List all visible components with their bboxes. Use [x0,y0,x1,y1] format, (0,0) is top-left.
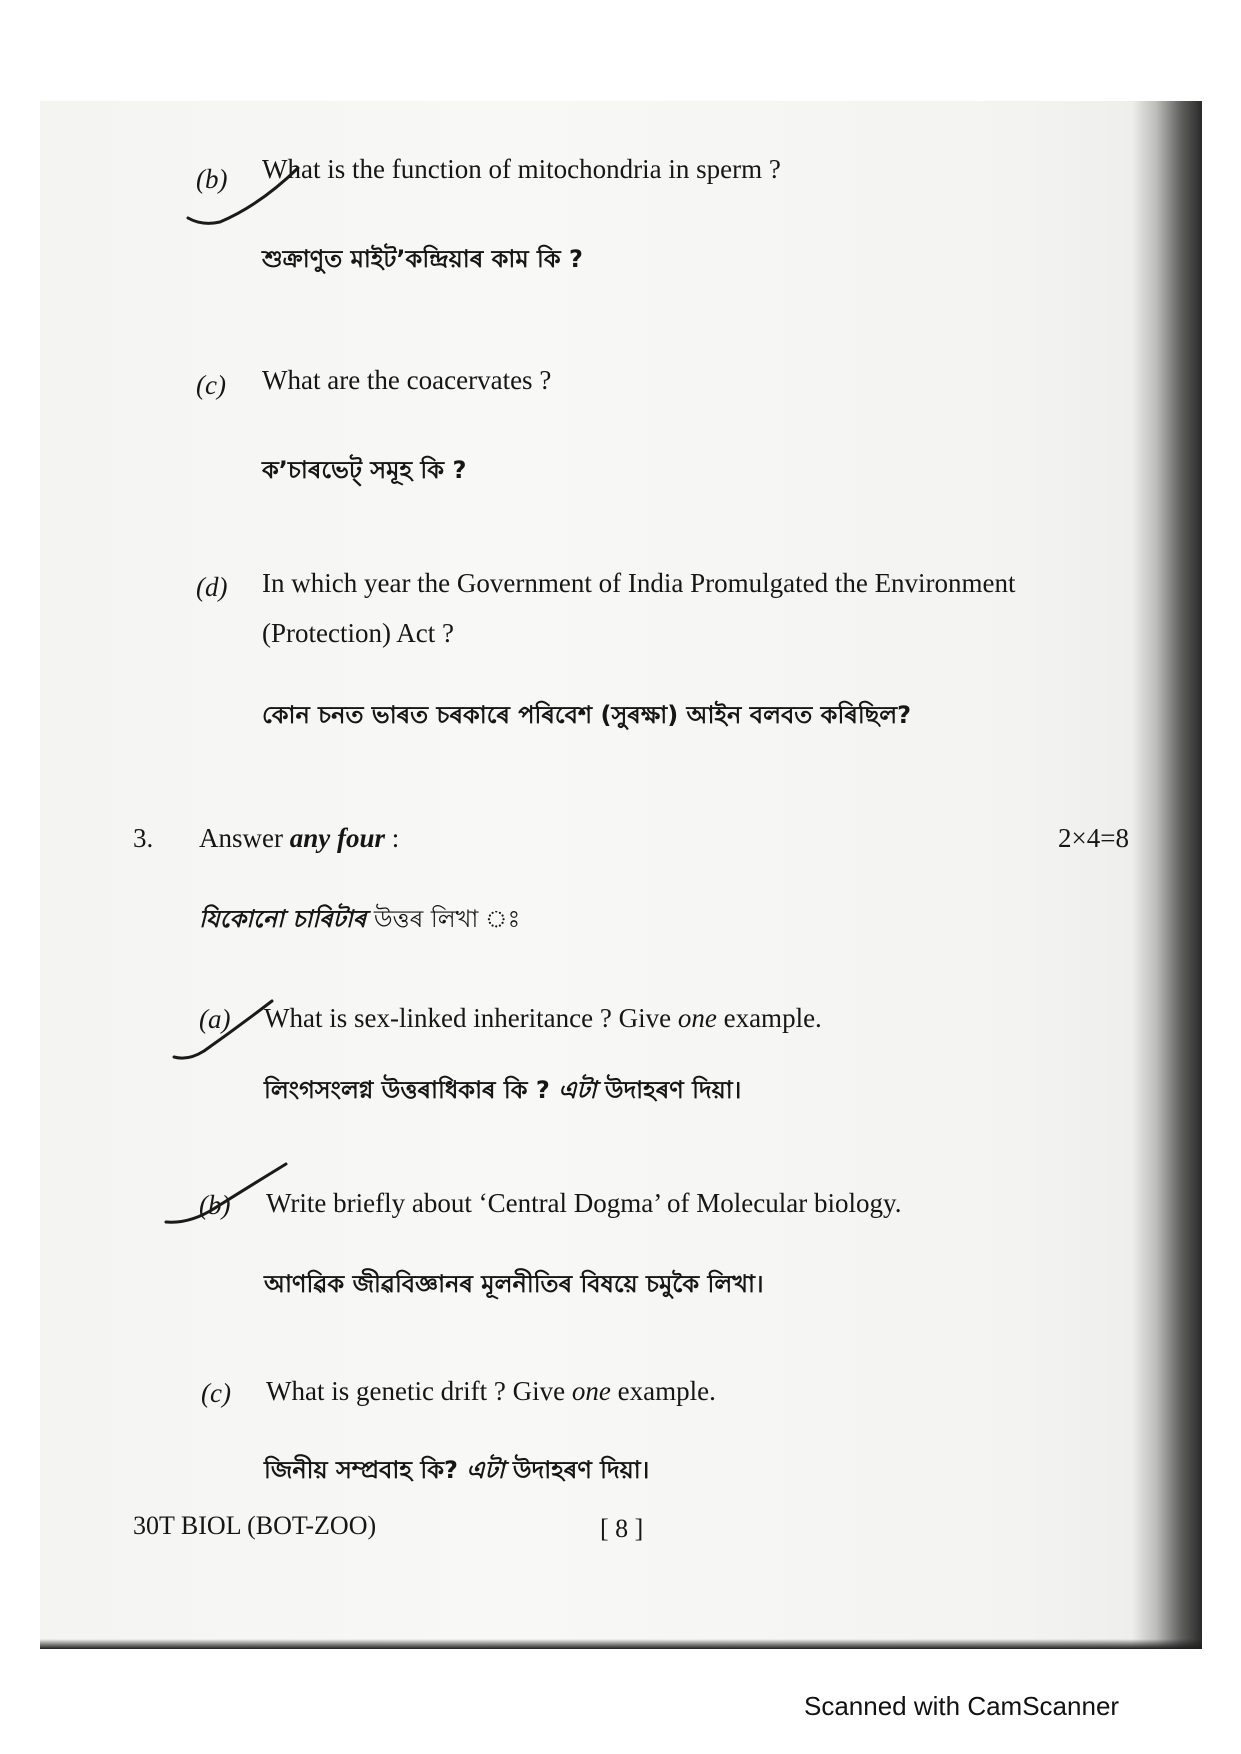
page-bottom-shadow [40,1639,1202,1649]
page-number: [ 8 ] [600,1514,644,1543]
page-edge-shadow [1132,101,1202,1649]
paper-code: 30T BIOL (BOT-ZOO) [133,1511,377,1540]
q3-part-b-question: Write briefly about ‘Central Dogma’ of Molecular biology. [266,1188,902,1218]
q3-part-a-question: What is sex-linked inheritance ? Give one example. [264,1003,822,1033]
question-3-prompt-assamese: যিকোনো চাৰিটাৰ উত্তৰ লিখা ঃ [199,905,521,933]
q3-part-a-question-assamese: লিংগসংলগ্ন উত্তৰাধিকাৰ কি ? এটা উদাহৰণ দিয়া। [264,1076,742,1104]
item-c-question: What are the coacervates ? [262,365,552,395]
question-3-number: 3. [133,823,154,853]
item-c-label: (c) [196,370,226,400]
item-d-question-assamese: কোন চনত ভাৰত চৰকাৰে পৰিবেশ (সুৰক্ষা) আইন বলবত কৰিছিল? [262,701,912,729]
item-d-label: (d) [196,572,228,602]
q3-part-b-label: (b) [199,1190,231,1220]
item-c-question-assamese: ক’চাৰভেট্‌ সমূহ কি ? [262,456,467,484]
item-b-question-assamese: শুক্ৰাণুত মাইট’কন্দ্ৰিয়াৰ কাম কি ? [262,245,583,273]
q3-part-c-label: (c) [201,1378,231,1408]
item-b-label: (b) [196,164,228,194]
question-3-prompt: Answer any four : [199,823,400,853]
scanner-watermark: Scanned with CamScanner [804,1691,1120,1721]
question-3-marks: 2×4=8 [1058,823,1129,853]
item-d-question-line1: In which year the Government of India Promulgated the Environment [262,568,1016,598]
item-b-question: What is the function of mitochondria in sperm ? [262,154,781,184]
item-d-question-line2: (Protection) Act ? [262,618,454,648]
q3-part-c-question: What is genetic drift ? Give one example. [266,1376,716,1406]
q3-part-c-question-assamese: জিনীয় সম্প্ৰবাহ কি? এটা উদাহৰণ দিয়া। [264,1456,650,1484]
q3-part-a-label: (a) [199,1004,231,1034]
q3-part-b-question-assamese: আণৱিক জীৱবিজ্ঞানৰ মূলনীতিৰ বিষয়ে চমুকৈ লিখা। [264,1270,764,1298]
scanned-page [40,101,1202,1649]
